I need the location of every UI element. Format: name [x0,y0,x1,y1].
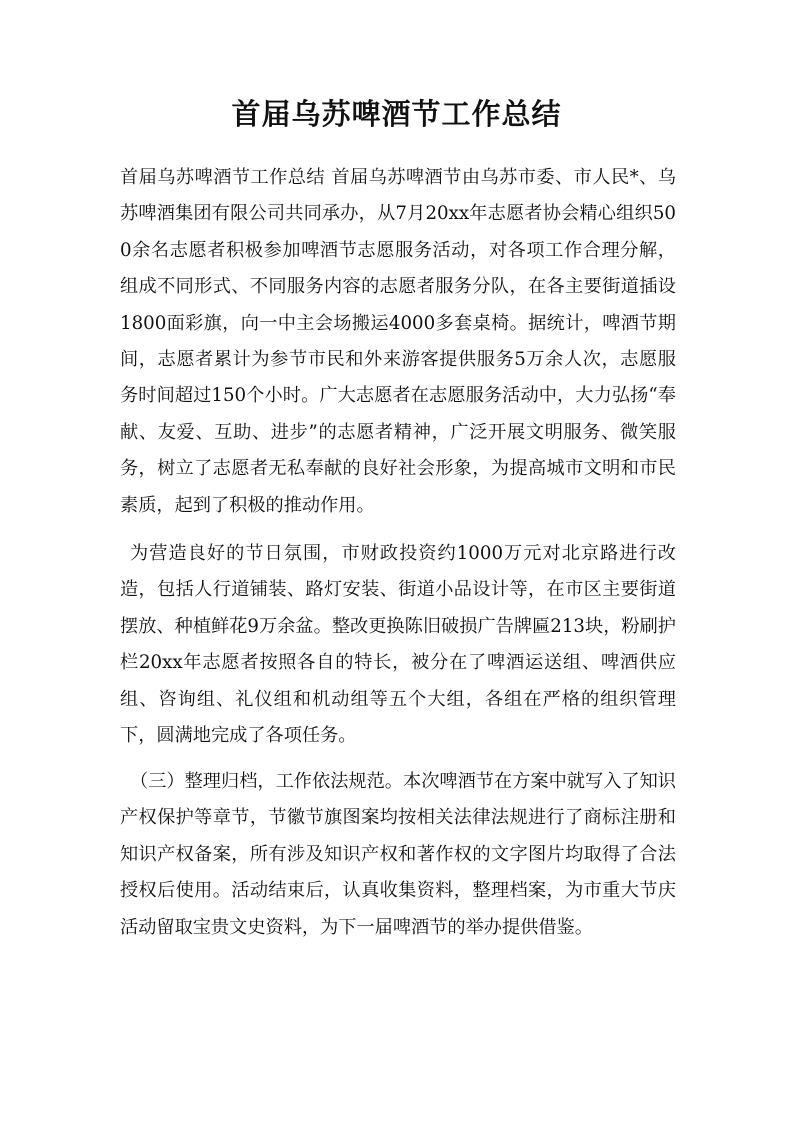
paragraph-volunteers: 首届乌苏啤酒节工作总结 首届乌苏啤酒节由乌苏市委、市人民*、乌苏啤酒集团有限公司共同承办，从7月20xx年志愿者协会精心组织500余名志愿者积极参加啤酒节志愿服务活动，对各项工作合理分解，组成不同形式、不同服务内容的志愿者服务分队，在各主要街道插设1800面彩旗，向一中主会场搬运4000多套桌椅。据统计，啤酒节期间，志愿者累计为参节市民和外来游客提供服务5万余人次，志愿服务时间超过150个小时。广大志愿者在志愿服务活动中，大力弘扬“奉献、友爱、互助、进步”的志愿者精神，广泛开展文明服务、微笑服务，树立了志愿者无私奉献的良好社会形象，为提高城市文明和市民素质，起到了积极的推动作用。 [120,167,676,516]
paragraph-archiving: （三）整理归档，工作依法规范。本次啤酒节在方案中就写入了知识产权保护等章节，节徽节旗图案均按相关法律法规进行了商标注册和知识产权备案，所有涉及知识产权和著作权的文字图片均取得了合法授权后使用。活动结束后，认真收集资料，整理档案，为市重大节庆活动留取宝贵文史资料，为下一届啤酒节的举办提供借鉴。 [120,771,676,938]
paragraph-festival-atmosphere: 为营造良好的节日氛围，市财政投资约1000万元对北京路进行改造，包括人行道铺装、路灯安装、街道小品设计等，在市区主要街道摆放、种植鲜花9万余盆。整改更换陈旧破损广告牌匾213块，粉刷护栏20xx年志愿者按照各自的特长，被分在了啤酒运送组、啤酒供应组、咨询组、礼仪组和机动组等五个大组，各组在严格的组织管理下，圆满地完成了各项任务。 [120,543,676,747]
document-title: 首届乌苏啤酒节工作总结 [231,97,562,131]
